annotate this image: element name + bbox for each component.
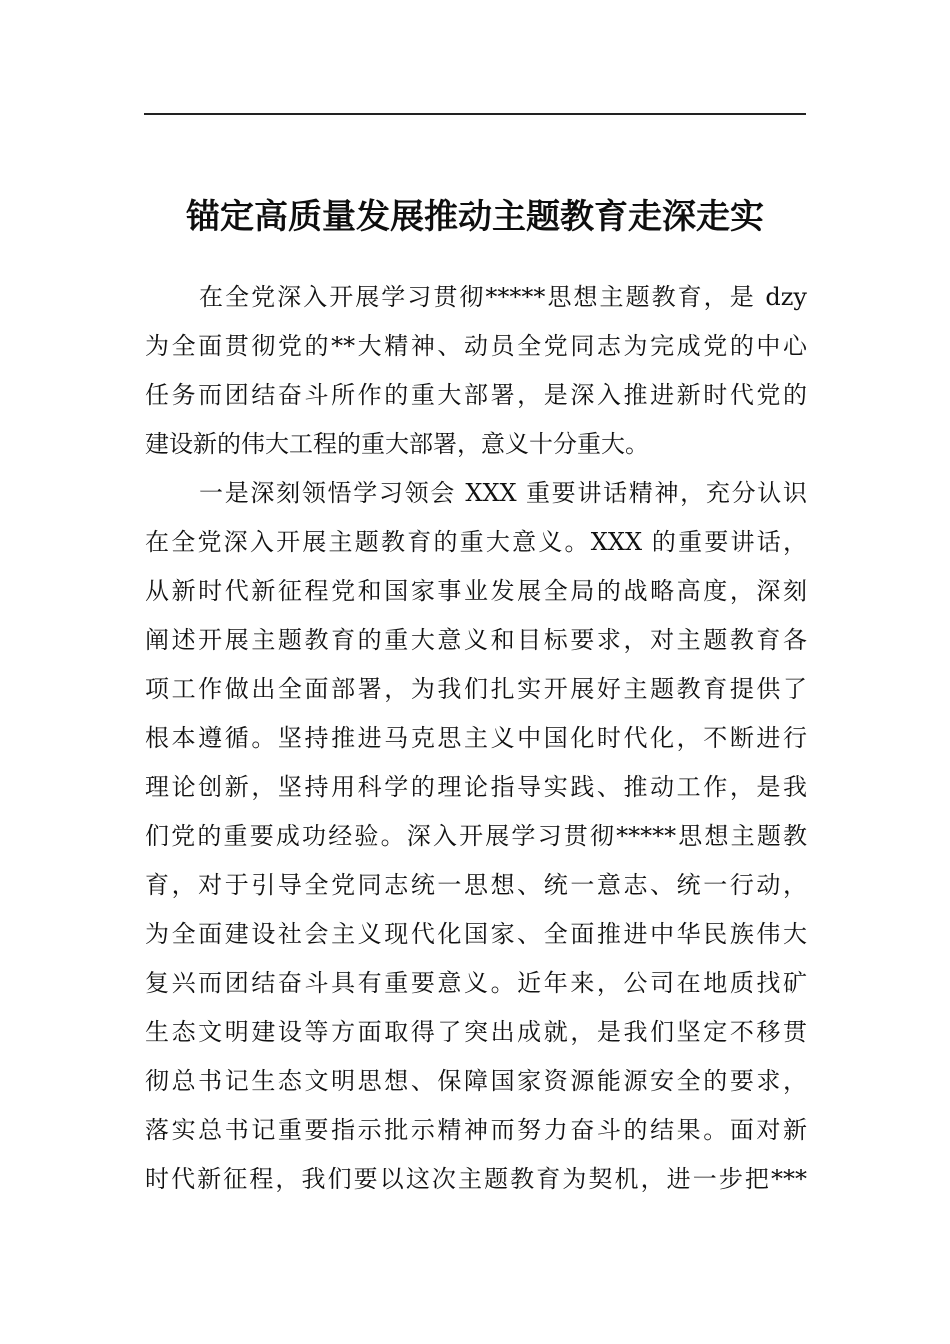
paragraph-2-line-15: 时代新征程，我们要以这次主题教育为契机，进一步把***	[145, 1165, 807, 1193]
paragraph-2-line-8: 们党的重要成功经验。深入开展学习贯彻*****思想主题教	[145, 822, 807, 850]
document-title: 锚定高质量发展推动主题教育走深走实	[186, 196, 764, 237]
header-rule	[144, 113, 806, 115]
paragraph-2-line-9: 育，对于引导全党同志统一思想、统一意志、统一行动，	[145, 871, 807, 899]
paragraph-2-line-1: 一是深刻领悟学习领会 XXX 重要讲话精神，充分认识	[199, 479, 807, 507]
paragraph-2-line-2: 在全党深入开展主题教育的重大意义。XXX 的重要讲话，	[145, 528, 807, 556]
document-body	[145, 276, 807, 1207]
paragraph-1-line-2: 为全面贯彻党的**大精神、动员全党同志为完成党的中心	[145, 332, 807, 360]
paragraph-2-line-6: 根本遵循。坚持推进马克思主义中国化时代化，不断进行	[145, 724, 807, 752]
paragraph-2-line-5: 项工作做出全面部署，为我们扎实开展好主题教育提供了	[145, 675, 807, 703]
paragraph-1-line-1: 在全党深入开展学习贯彻*****思想主题教育，是 dzy	[199, 283, 807, 311]
paragraph-2-line-14: 落实总书记重要指示批示精神而努力奋斗的结果。面对新	[145, 1116, 807, 1144]
paragraph-2-line-3: 从新时代新征程党和国家事业发展全局的战略高度，深刻	[145, 577, 807, 605]
paragraph-1-line-3: 任务而团结奋斗所作的重大部署，是深入推进新时代党的	[145, 381, 807, 409]
paragraph-2-line-7: 理论创新，坚持用科学的理论指导实践、推动工作，是我	[145, 773, 807, 801]
paragraph-2-line-10: 为全面建设社会主义现代化国家、全面推进中华民族伟大	[145, 920, 807, 948]
paragraph-2-line-4: 阐述开展主题教育的重大意义和目标要求，对主题教育各	[145, 626, 807, 654]
paragraph-2-line-13: 彻总书记生态文明思想、保障国家资源能源安全的要求，	[145, 1067, 807, 1095]
paragraph-2-line-12: 生态文明建设等方面取得了突出成就，是我们坚定不移贯	[145, 1018, 807, 1046]
paragraph-2-line-11: 复兴而团结奋斗具有重要意义。近年来，公司在地质找矿	[145, 969, 807, 997]
paragraph-1-line-4: 建设新的伟大工程的重大部署，意义十分重大。	[145, 430, 649, 458]
